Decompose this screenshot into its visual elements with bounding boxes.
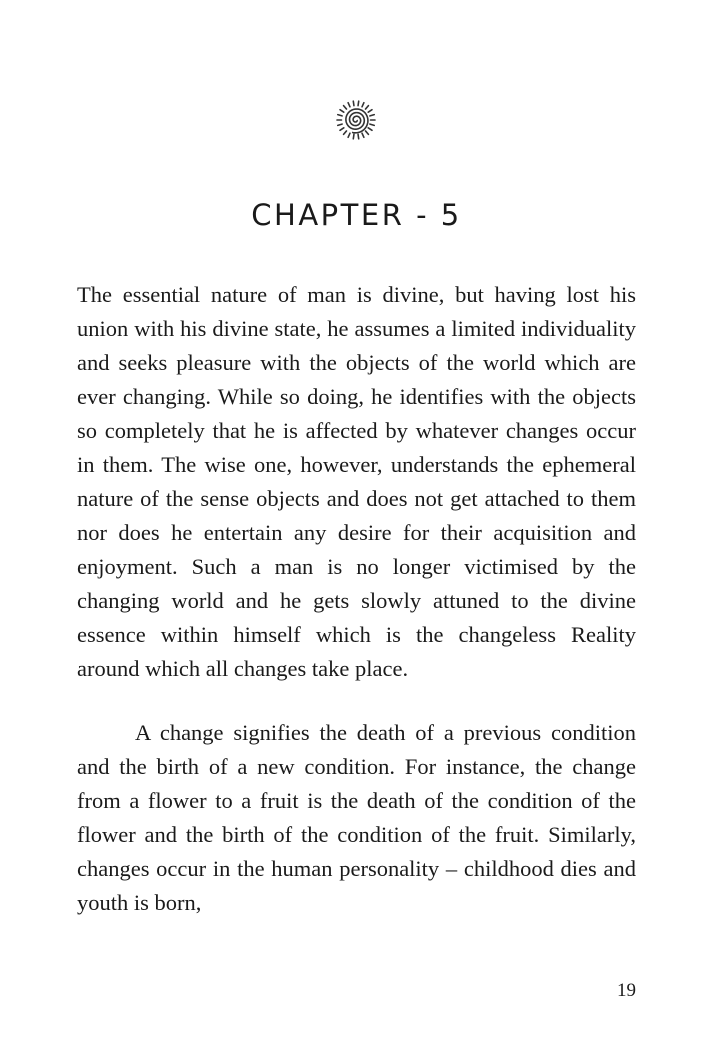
paragraph: The essential nature of man is divine, but having lost his union with his divine state, he assumes a limited individuality and seeks pleasure with the objects of the world which are ever changing. While so doing, he identifies with the objects so completely that he is affected by whatever changes occur in them. The wise one, however, understands the ephemeral nature of the sense objects and does not get attached to them nor does he entertain any desire for their acquisition and enjoyment. Such a man is no longer victimised by the changing world and he gets slowly attuned to the divine essence within himself which is the changeless Reality around which all changes take place. bbox=[77, 282, 636, 681]
spiral-sun-icon bbox=[336, 100, 376, 140]
page-number: 19 bbox=[617, 980, 636, 1001]
chapter-title: CHAPTER - 5 bbox=[251, 198, 462, 232]
paragraph: A change signifies the death of a previous condition and the birth of a new condition. For instance, the change from a flower to a fruit is the death of the condition of the flower and the birth of the condition of the fruit. Similarly, changes occur in the human personality – childhood dies and youth is born, bbox=[77, 720, 636, 915]
chapter-body bbox=[77, 278, 636, 920]
